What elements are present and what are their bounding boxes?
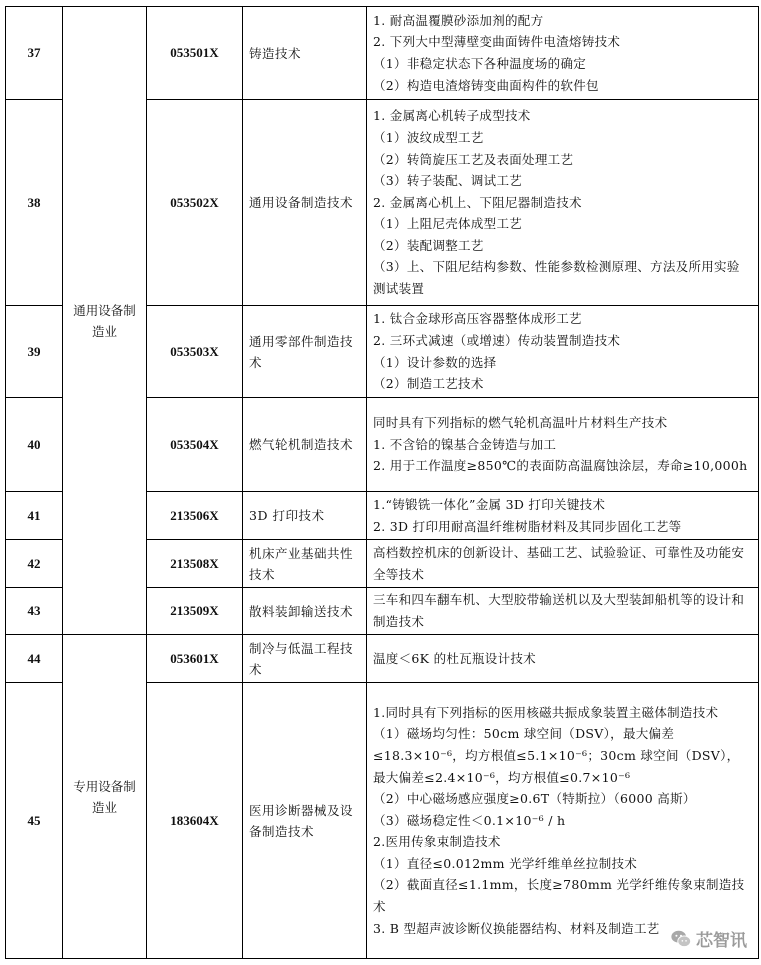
tech-code: 053503X [147, 306, 243, 398]
row-number: 39 [6, 306, 63, 398]
watermark [670, 926, 747, 951]
industry-special: 专用设备制造业 [63, 635, 147, 959]
tech-content: 温度＜6K 的杜瓦瓶设计技术 [367, 635, 759, 683]
tech-name: 通用设备制造技术 [243, 100, 367, 306]
tech-name: 制冷与低温工程技术 [243, 635, 367, 683]
row-number: 42 [6, 540, 63, 588]
row-number: 37 [6, 7, 63, 100]
tech-name: 燃气轮机制造技术 [243, 398, 367, 492]
tech-content: 1.同时具有下列指标的医用核磁共振成象装置主磁体制造技术 （1）磁场均匀性：50cm 球空间（DSV），最大偏差≤18.3×10⁻⁶，均方根值≤5.1×10⁻⁶；30cm 球空间（DSV），最大偏差≤2.4×10⁻⁶，均方根值≤0.7×10⁻⁶ （2）中心磁场感应强度≥0.6T（特斯拉）（6000 高斯） （3）磁场稳定性＜0.1×10⁻⁶ / h 2.医用传象束制造技术 （1）直径≤0.012mm 光学纤维单丝拉制技术 （2）截面直径≤1.1mm，长度≥780mm 光学纤维传象束制造技术 3. B 型超声波诊断仪换能器结构、材料及制造工艺 [367, 683, 759, 959]
watermark-text: 芯智讯 [696, 931, 747, 951]
row-number: 45 [6, 683, 63, 959]
tech-name: 铸造技术 [243, 7, 367, 100]
row-number: 44 [6, 635, 63, 683]
tech-code: 053504X [147, 398, 243, 492]
table-row [6, 7, 759, 100]
row-number: 40 [6, 398, 63, 492]
table-row [6, 635, 759, 683]
tech-code: 053601X [147, 635, 243, 683]
row-number: 38 [6, 100, 63, 306]
tech-name: 机床产业基础共性技术 [243, 540, 367, 588]
technology-catalog-table [5, 6, 759, 959]
tech-code: 213506X [147, 492, 243, 540]
tech-name: 通用零部件制造技术 [243, 306, 367, 398]
tech-name: 3D 打印技术 [243, 492, 367, 540]
industry-general: 通用设备制造业 [63, 7, 147, 635]
tech-code: 213508X [147, 540, 243, 588]
tech-code: 053502X [147, 100, 243, 306]
tech-content: 高档数控机床的创新设计、基础工艺、试验验证、可靠性及功能安全等技术 [367, 540, 759, 588]
row-number: 41 [6, 492, 63, 540]
row-number: 43 [6, 588, 63, 635]
tech-content: 三车和四车翻车机、大型胶带输送机以及大型装卸船机等的设计和制造技术 [367, 588, 759, 635]
tech-code: 213509X [147, 588, 243, 635]
tech-content: 1.“铸锻铣一体化”金属 3D 打印关键技术 2. 3D 打印用耐高温纤维树脂材料及其同步固化工艺等 [367, 492, 759, 540]
wechat-icon [670, 928, 692, 950]
tech-content: 同时具有下列指标的燃气轮机高温叶片材料生产技术 1. 不含铪的镍基合金铸造与加工 2. 用于工作温度≥850℃的表面防高温腐蚀涂层，寿命≥10,000h [367, 398, 759, 492]
tech-content: 1. 金属离心机转子成型技术 （1）波纹成型工艺 （2）转筒旋压工艺及表面处理工艺 （3）转子装配、调试工艺 2. 金属离心机上、下阻尼器制造技术 （1）上阻尼壳体成型工艺 （2）装配调整工艺 （3）上、下阻尼结构参数、性能参数检测原理、方法及所用实验测试装置 [367, 100, 759, 306]
tech-content: 1. 钛合金球形高压容器整体成形工艺 2. 三环式减速（或增速）传动装置制造技术 （1）设计参数的选择 （2）制造工艺技术 [367, 306, 759, 398]
tech-name: 医用诊断器械及设备制造技术 [243, 683, 367, 959]
tech-content: 1. 耐高温覆膜砂添加剂的配方 2. 下列大中型薄壁变曲面铸件电渣熔铸技术 （1）非稳定状态下各种温度场的确定 （2）构造电渣熔铸变曲面构件的软件包 [367, 7, 759, 100]
tech-code: 183604X [147, 683, 243, 959]
tech-code: 053501X [147, 7, 243, 100]
tech-name: 散料装卸输送技术 [243, 588, 367, 635]
